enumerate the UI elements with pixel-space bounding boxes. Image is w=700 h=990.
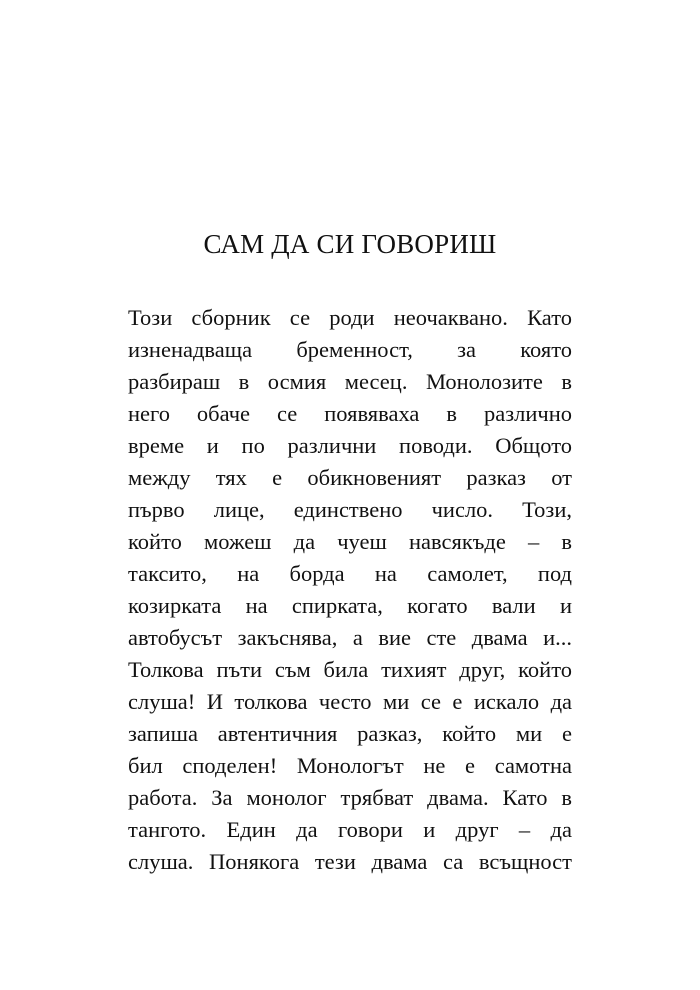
text-line: бил споделен! Монологът не е самотна	[128, 753, 572, 778]
text-line: разбираш в осмия месец. Монолозите в	[128, 369, 572, 394]
text-line: тангото. Един да говори и друг – да	[128, 817, 572, 842]
text-line: първо лице, единствено число. Този,	[128, 497, 572, 522]
text-line: таксито, на борда на самолет, под	[128, 561, 572, 586]
text-line: запиша автентичния разказ, който ми е	[128, 721, 572, 746]
text-line: Толкова пъти съм била тихият друг, който	[128, 657, 572, 682]
text-line: него обаче се появяваха в различно	[128, 401, 572, 426]
text-line: между тях е обикновеният разказ от	[128, 465, 572, 490]
text-line: автобусът закъснява, а вие сте двама и...	[128, 625, 572, 650]
chapter-title: САМ ДА СИ ГОВОРИШ	[203, 229, 497, 259]
text-line: изненадваща бременност, за която	[128, 337, 572, 362]
text-line: слуша! И толкова често ми се е искало да	[128, 689, 572, 714]
text-line: козирката на спирката, когато вали и	[128, 593, 572, 618]
body-text	[128, 302, 572, 878]
text-line: време и по различни поводи. Общото	[128, 433, 572, 458]
text-line: Този сборник се роди неочаквано. Като	[128, 305, 572, 330]
text-line: работа. За монолог трябват двама. Като в	[128, 785, 572, 810]
text-line: слуша. Понякога тези двама са всъщност	[128, 849, 572, 874]
text-line: който можеш да чуеш навсякъде – в	[128, 529, 572, 554]
